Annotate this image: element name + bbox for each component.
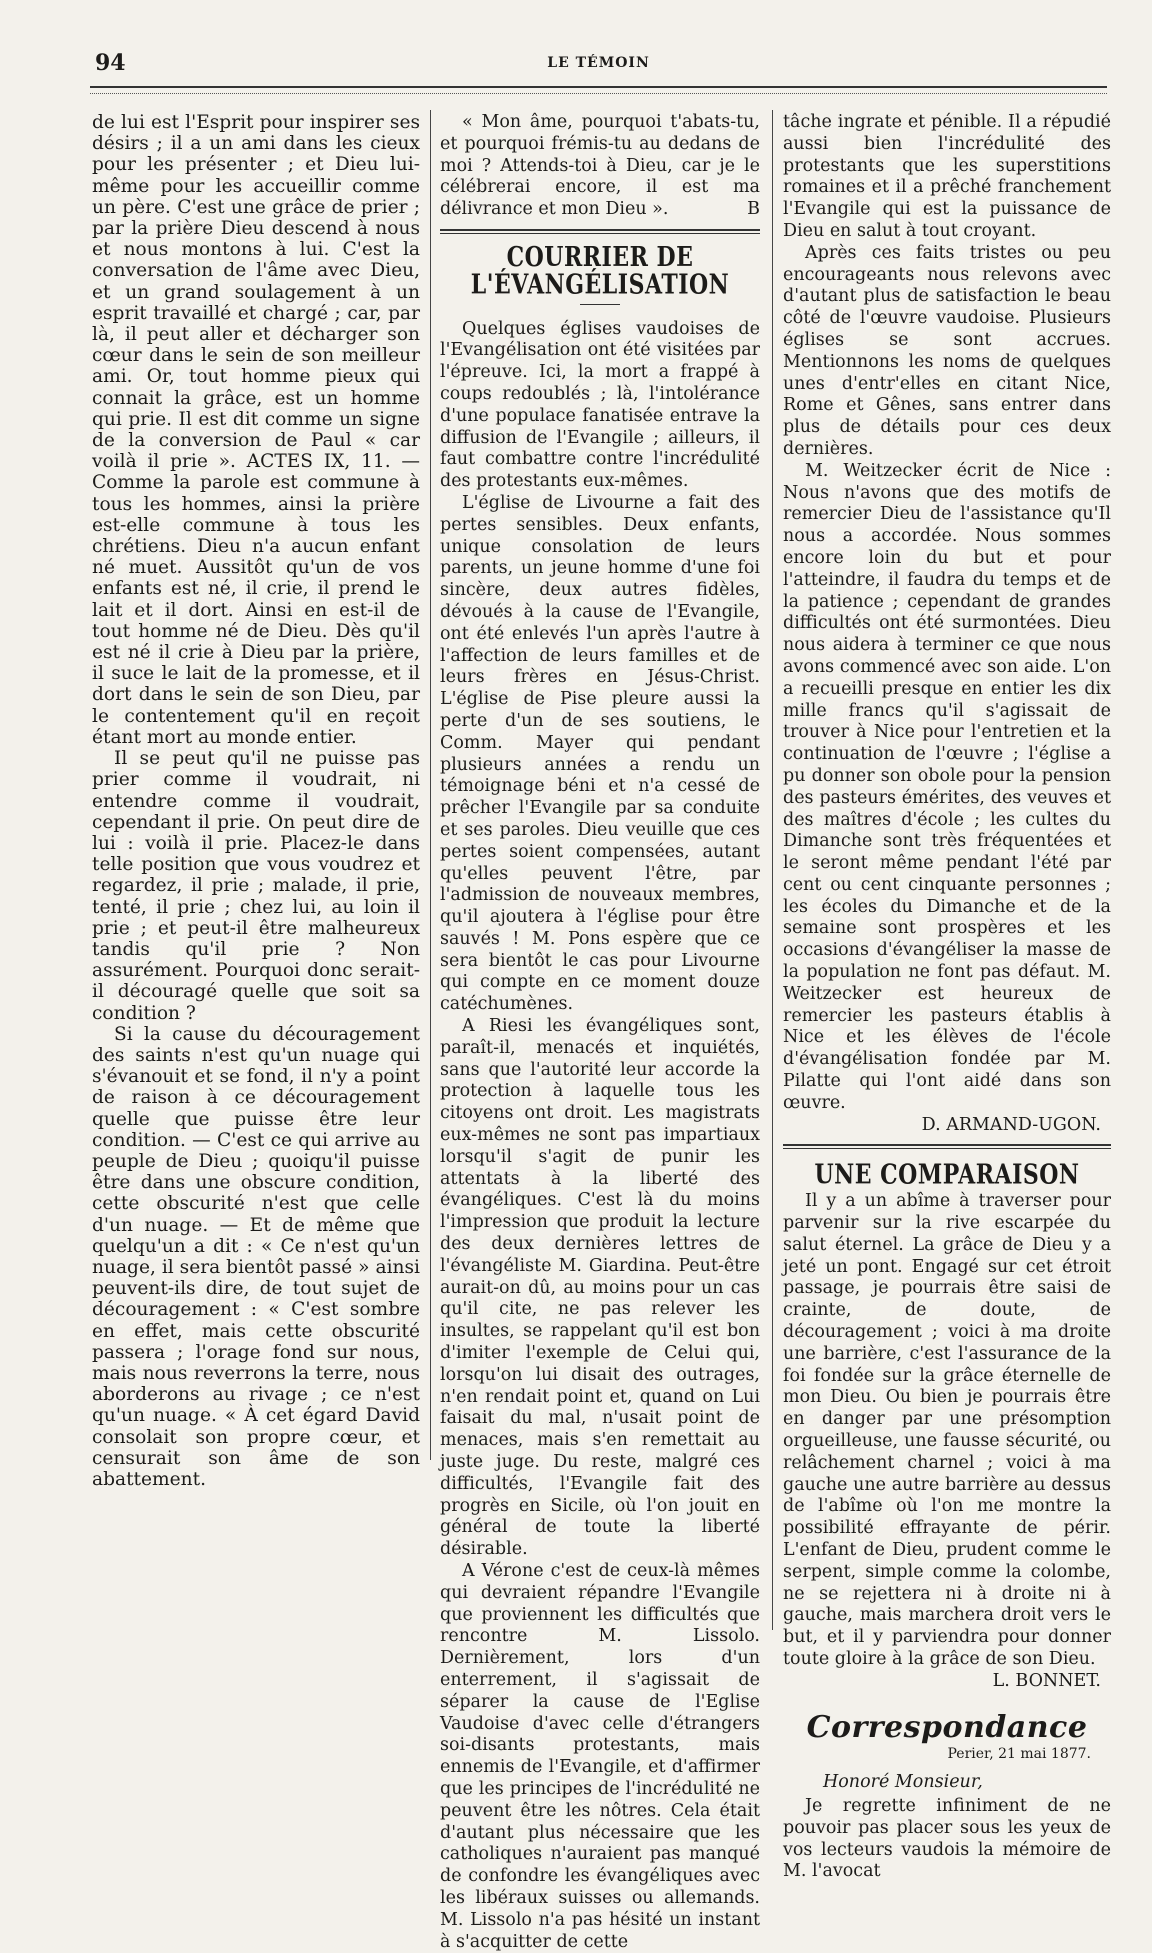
dateline: Perier, 21 mai 1877. — [947, 1746, 1091, 1763]
paragraph: Il se peut qu'il ne puisse pas prier comme il voudrait, ni entendre comme il voudrait, cependant il prie. On peut dire de lui : voilà il prie. Placez-le dans telle position que vous voudrez et regardez, il prie ; malade, il prie, tenté, il prie ; chez lui, au loin il prie ; et peut-il être malheureux tandis qu'il prie ? Non assurément. Pourquoi donc serait-il découragé quelle que soit sa condition ? — [92, 748, 420, 1024]
paragraph: L'église de Livourne a fait des pertes sensibles. Deux enfants, unique consolation de leurs parents, un jeune homme d'une foi sincère, deux autres fidèles, dévoués à la cause de l'Evangile, ont été enlevés l'un après l'autre à l'affection de leurs familles et de leurs frères en Jésus-Christ. L'église de Pise pleure aussi la perte d'un de ses soutiens, le Comm. Mayer qui pendant plusieurs années a rendu un témoignage béni et n'a cessé de prêcher l'Evangile par sa conduite et ses paroles. Dieu veuille que ces pertes soient compensées, autant qu'elles peuvent l'être, par l'admission de nouveaux membres, qu'il ajoutera à l'église pour être sauvés ! M. Pons espère que ce sera bientôt le cas pour Livourne qui compte en ce moment douze catéchumènes. — [440, 492, 760, 1015]
heading-rule — [580, 304, 620, 305]
author-mark: B — [747, 199, 760, 220]
page-number: 94 — [95, 50, 126, 76]
section-heading: Correspondance — [806, 1709, 1088, 1745]
signature-text: L. BONNET. — [992, 1670, 1101, 1691]
section-rule — [440, 229, 760, 234]
paragraph: A Vérone c'est de ceux-là mêmes qui devraient répandre l'Evangile que proviennent les difficultés que rencontre M. Lissolo. Dernièrement, lors d'un enterrement, il s'agissait de séparer la cause de l'Eglise Vaudoise d'avec celle d'étrangers soi-disants protestants, mais ennemis de l'Evangile, et d'affirmer que les principes de l'incrédulité ne peuvent être les nôtres. Cela était d'autant plus nécessaire que les catholiques n'auraient pas manqué de confondre les évangéliques avec les libéraux suisses ou allemands. M. Lissolo n'a pas hésité un instant à s'acquitter de cette — [440, 1561, 760, 1952]
column-divider — [430, 110, 431, 1460]
running-title: LE TÉMOIN — [547, 55, 650, 71]
signature-text: D. ARMAND-UGON. — [921, 1114, 1101, 1135]
paragraph: A Riesi les évangéliques sont, paraît-il, menacés et inquiétés, sans que l'autorité leur accorde la protection à laquelle tous les citoyens ont droit. Les magistrats eux-mêmes ne sont pas impartiaux lorsqu'il s'agit de punir les attentats à la liberté des évangéliques. C'est là du moins l'impression que produit la lecture des deux dernières lettres de l'évangéliste M. Giardina. Peut-être aurait-on dû, au moins pour un cas qu'il cite, ne pas relever les insultes, se rappelant qu'il est bon d'imiter l'exemple de Celui qui, lorsqu'on lui disait des outrages, n'en rendait point et, quand on Lui faisait du mal, n'usait point de menaces, mais s'en remettait au juste juge. Du reste, malgré ces difficultés, l'Evangile fait des progrès en Sicile, où l'on jouit en général de toute la liberté désirable. — [440, 1016, 760, 1560]
section-heading: COURRIER DE L'ÉVANGÉLISATION — [470, 240, 730, 301]
signature — [783, 1115, 1111, 1137]
salutation: Honoré Monsieur, — [823, 1772, 983, 1793]
header-rule — [90, 86, 1107, 94]
section-heading: UNE COMPARAISON — [814, 1158, 1080, 1192]
paragraph: Quelques églises vaudoises de l'Evangélisation ont été visitées par l'épreuve. Ici, la mort a frappé à coups redoublés ; là, l'intolérance d'une populace fanatisée entrave la diffusion de l'Evangile ; ailleurs, il faut combattre contre l'incrédulité des protestants eux-mêmes. — [440, 318, 760, 492]
column-divider — [772, 110, 773, 1630]
paragraph: Il y a un abîme à traverser pour parvenir sur la rive escarpée du salut éternel. La grâce de Dieu y a jeté un pont. Engagé sur cet étroit passage, je pourrais être saisi de crainte, de doute, de découragement ; voici à ma droite une barrière, c'est l'assurance de la foi fondée sur la grâce éternelle de mon Dieu. Ou bien je pourrais être en danger par une présomption orgueilleuse, une fausse sécurité, ou relâchement charnel ; voici à ma gauche une autre barrière au dessus de l'abîme où l'on me montre la possibilité effrayante de périr. L'enfant de Dieu, prudent comme le serpent, simple comme la colombe, ne se rejettera ni à droite ni à gauche, mais marchera droit vers le but, et il y parviendra pour donner toute gloire à la grâce de son Dieu. — [783, 1191, 1111, 1669]
column-3 — [783, 112, 1111, 1883]
paragraph: de lui est l'Esprit pour inspirer ses désirs ; il a un ami dans les cieux pour les présenter ; et Dieu lui-même pour les accueillir comme un père. C'est une grâce de prier ; par la prière Dieu descend à nous et nous montons à lui. C'est la conversation de l'âme avec Dieu, et un grand soulagement à un esprit travaillé et chargé ; car, par là, il peut aller et décharger son cœur dans le sein de son meilleur ami. Or, tout homme pieux qui connait la grâce, est un homme qui prie. Il est dit comme un signe de la conversion de Paul « car voilà il prie ». ACTES IX, 11. — Comme la parole est commune à tous les hommes, ainsi la prière est-elle commune à tous les chrétiens. Dieu n'a aucun enfant né muet. Aussitôt qu'un de vos enfants est né, il crie, il prend le lait et il dort. Ainsi en est-il de tout homme né de Dieu. Dès qu'il est né il crie à Dieu par la prière, il suce le lait de la promesse, et il dort dans le sein de son Dieu, par le contentement qu'il en reçoit étant mort au monde entier. — [92, 112, 420, 748]
section-rule — [783, 1144, 1111, 1149]
column-2 — [440, 112, 760, 1953]
page-header — [90, 50, 1107, 80]
paragraph: M. Weitzecker écrit de Nice : Nous n'avons que des motifs de remercier Dieu de l'assistance qu'Il nous a accordée. Nous sommes encore loin du but et pour l'atteindre, il faudra du temps et de la patience ; cependant de grandes difficultés ont été surmontées. Dieu nous aidera à terminer ce que nous avons commencé avec son aide. L'on a recueilli presque en entier les dix mille francs qu'il s'agissait de trouver à Nice pour l'entretien et la continuation de l'œuvre ; l'église a pu donner son obole pour la pension des pasteurs émérites, des veuves et des maîtres d'école ; les cultes du Dimanche sont très fréquentées et le seront même pendant l'été par cent ou cent cinquante personnes ; les écoles du Dimanche et de la semaine sont prospères et les occasions d'évangéliser la masse de la population ne font pas défaut. M. Weitzecker est heureux de remercier les pasteurs établis à Nice et les élèves de l'école d'évangélisation fondée par M. Pilatte qui l'ont aidé dans son œuvre. — [783, 460, 1111, 1113]
quote-paragraph — [440, 112, 760, 221]
signature — [783, 1671, 1111, 1693]
column-1 — [92, 112, 420, 1490]
paragraph: Si la cause du découragement des saints n'est qu'un nuage qui s'évanouit et se fond, il n'y a point de raison à ce découragement quelle que puisse être leur condition. — C'est ce qui arrive au peuple de Dieu ; quoiqu'il puisse être dans une obscure condition, cette obscurité n'est que celle d'un nuage. — Et de même que quelqu'un a dit : « Ce n'est qu'un nuage, il sera bientôt passé » ainsi peuvent-ils dire, de tout sujet de découragement : « C'est sombre en effet, mais cette obscurité passera ; l'orage fond sur nous, mais nous reverrons la terre, nous aborderons au rivage ; ce n'est qu'un nuage. « À cet égard David consolait son propre cœur, et censurait son âme de son abattement. — [92, 1023, 420, 1490]
paragraph: Je regrette infiniment de ne pouvoir pas placer sous les yeux de vos lecteurs vaudois la mémoire de M. l'avocat — [783, 1795, 1111, 1882]
paragraph: Après ces faits tristes ou peu encourageants nous relevons avec d'autant plus de satisfaction le beau côté de l'œuvre vaudoise. Plusieurs églises se sont accrues. Mentionnons les noms de quelques unes d'entr'elles en citant Nice, Rome et Gênes, sans entrer dans plus de détails pour ces deux dernières. — [783, 242, 1111, 459]
paragraph: tâche ingrate et pénible. Il a répudié aussi bien l'incrédulité des protestants que les superstitions romaines et il a prêché franchement l'Evangile qui est la puissance de Dieu en salut à tout croyant. — [783, 112, 1111, 241]
quote-text: « Mon âme, pourquoi t'abats-tu, et pourquoi frémis-tu au dedans de moi ? Attends-toi à Dieu, car je le célébrerai encore, il est ma délivrance et mon Dieu ». — [440, 112, 760, 220]
